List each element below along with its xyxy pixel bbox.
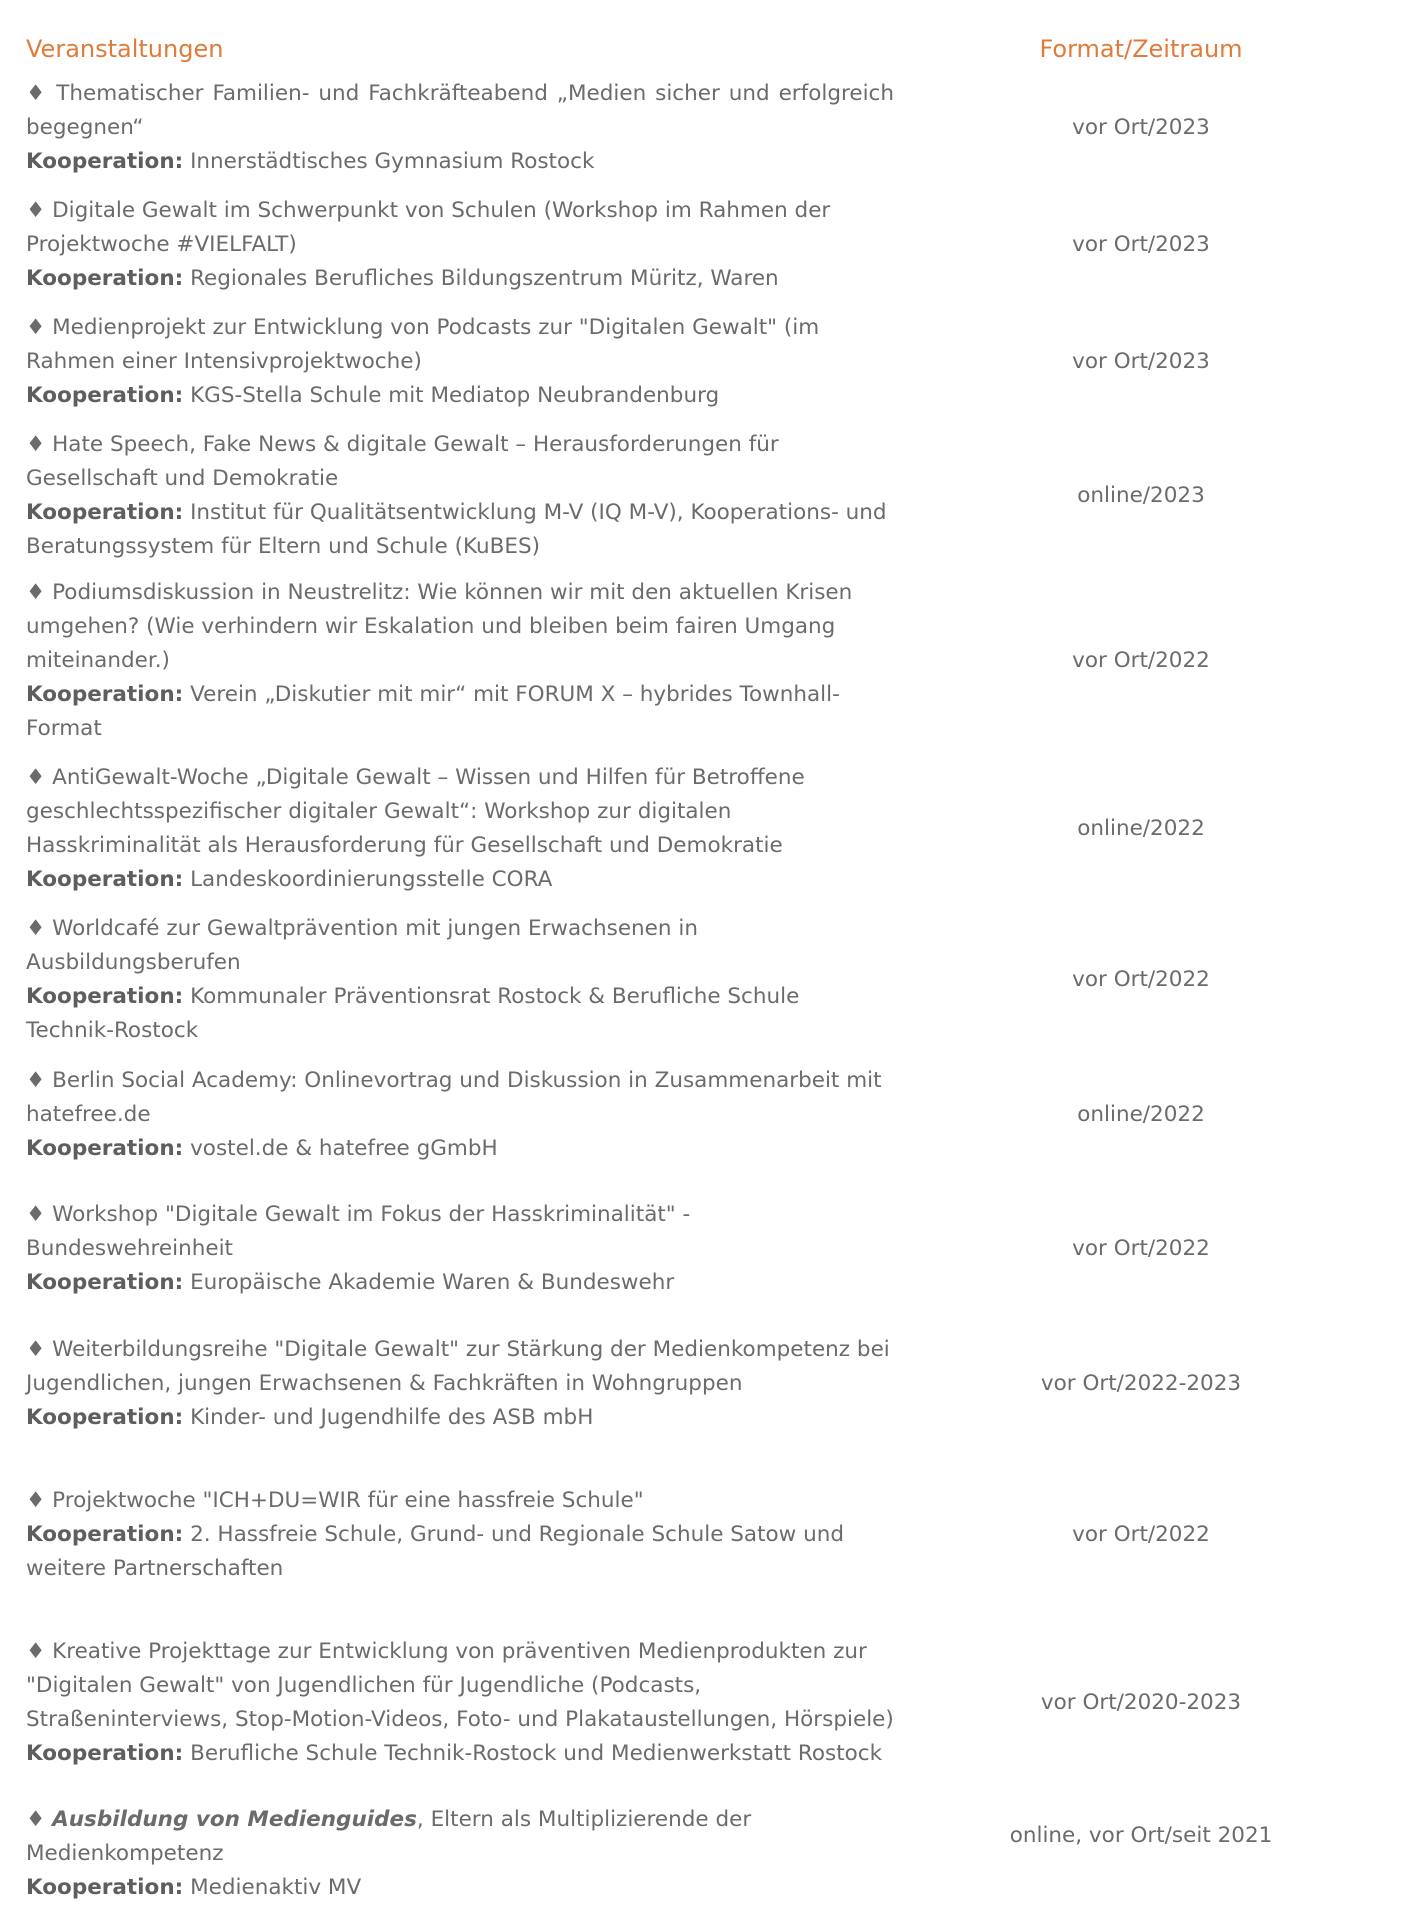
cooperation-line [26, 379, 894, 413]
format-cell: vor Ort/2022 [1072, 647, 1210, 673]
format-cell: vor Ort/2022 [1072, 967, 1210, 992]
event-cell [26, 311, 894, 413]
cooperation-line [26, 863, 894, 897]
cooperation-partner: Europäische Akademie Waren & Bundeswehr [190, 1270, 675, 1295]
event-cell [26, 1803, 894, 1905]
cooperation-line [26, 1132, 894, 1166]
event-cell [26, 77, 894, 179]
cooperation-label: Kooperation: [26, 681, 184, 707]
event-description: ♦ Medienprojekt zur Entwicklung von Podcasts zur "Digitalen Gewalt" (im Rahmen einer Intensivprojektwoche) [26, 314, 820, 374]
format-cell: online/2022 [1077, 815, 1205, 841]
table-row [26, 427, 1388, 564]
header-format: Format/Zeitraum [1039, 35, 1243, 63]
format-cell: vor Ort/2022 [1072, 1236, 1210, 1261]
cooperation-partner: KGS-Stella Schule mit Mediatop Neubrandenburg [190, 382, 720, 408]
format-cell: online/2022 [1077, 1101, 1205, 1127]
cooperation-partner: Kommunaler Präventionsrat Rostock & Berufliche Schule Technik-Rostock [26, 984, 800, 1043]
event-cell [26, 1064, 894, 1166]
event-description [26, 1803, 894, 1871]
table-row [26, 579, 1388, 741]
cooperation-partner: Medienaktiv MV [190, 1875, 362, 1900]
cooperation-line [26, 678, 894, 746]
table-row [26, 1332, 1388, 1435]
table-row [26, 1202, 1388, 1295]
event-cell [26, 576, 894, 746]
event-cell [26, 1635, 894, 1771]
table-row [26, 76, 1388, 179]
format-cell: vor Ort/2023 [1072, 114, 1210, 140]
table-row [26, 916, 1388, 1043]
event-description: ♦ Weiterbildungsreihe "Digitale Gewalt" zur Stärkung der Medienkompetenz bei Jugendlichen, jungen Erwachsenen & Fachkräften in Wohngruppen [26, 1336, 890, 1396]
cooperation-label: Kooperation: [26, 984, 184, 1009]
table-row [26, 1807, 1388, 1900]
cooperation-label: Kooperation: [26, 1740, 184, 1766]
event-cell [26, 1198, 894, 1300]
event-cell [26, 1333, 894, 1435]
cooperation-label: Kooperation: [26, 148, 184, 174]
cooperation-partner: Berufliche Schule Technik-Rostock und Medienwerkstatt Rostock [190, 1740, 883, 1766]
format-cell: online/2023 [1077, 482, 1205, 508]
format-cell: vor Ort/2022 [1072, 1521, 1210, 1547]
table-row [26, 1483, 1388, 1586]
event-cell [26, 1484, 894, 1586]
event-description: ♦ Kreative Projekttage zur Entwicklung von präventiven Medienprodukten zur "Digitalen Gewalt" von Jugendlichen für Jugendliche (Podcasts, Straßeninterviews, Stop-Motion-Videos, Foto- und Plakataustellungen, Hörspiele) [26, 1638, 894, 1732]
description-suffix: , Eltern als Multiplizierende der Medienkompetenz [26, 1807, 752, 1866]
format-cell: online, vor Ort/seit 2021 [1009, 1823, 1273, 1848]
event-cell [26, 428, 894, 564]
cooperation-label: Kooperation: [26, 499, 184, 525]
cooperation-partner: Landeskoordinierungsstelle CORA [190, 866, 553, 892]
cooperation-line [26, 1266, 894, 1300]
event-description: ♦ AntiGewalt-Woche „Digitale Gewalt – Wissen und Hilfen für Betroffene geschlechtsspezifischer digitaler Gewalt“: Workshop zur digitalen Hasskriminalität als Herausforderung für Gesellschaft und Demokratie [26, 764, 805, 858]
cooperation-label: Kooperation: [26, 1875, 184, 1900]
cooperation-label: Kooperation: [26, 265, 184, 291]
cooperation-label: Kooperation: [26, 1404, 184, 1430]
event-description: ♦ Thematischer Familien- und Fachkräfteabend „Medien sicher und erfolgreich begegnen“ [26, 80, 894, 140]
event-description: ♦ Workshop "Digitale Gewalt im Fokus der Hasskriminalität" - Bundeswehreinheit [26, 1202, 691, 1261]
format-cell: vor Ort/2023 [1072, 348, 1210, 374]
format-cell: vor Ort/2022-2023 [1040, 1370, 1242, 1396]
description-prefix: ♦ [26, 1807, 53, 1832]
table-row [26, 1063, 1388, 1166]
cooperation-partner: Kinder- und Jugendhilfe des ASB mbH [190, 1404, 594, 1430]
table-row [26, 1634, 1388, 1771]
format-cell: vor Ort/2020-2023 [1040, 1689, 1242, 1715]
format-cell: vor Ort/2023 [1072, 231, 1210, 257]
cooperation-label: Kooperation: [26, 1135, 184, 1161]
cooperation-partner: Regionales Berufliches Bildungszentrum Müritz, Waren [190, 265, 779, 291]
event-description: ♦ Worldcafé zur Gewaltprävention mit jungen Erwachsenen in Ausbildungsberufen [26, 916, 698, 975]
event-description: ♦ Digitale Gewalt im Schwerpunkt von Schulen (Workshop im Rahmen der Projektwoche #VIELFALT) [26, 197, 831, 257]
description-emphasis: Ausbildung von Medienguides [52, 1807, 417, 1832]
event-description: ♦ Berlin Social Academy: Onlinevortrag und Diskussion in Zusammenarbeit mit hatefree.de [26, 1067, 882, 1127]
cooperation-label: Kooperation: [26, 1270, 184, 1295]
cooperation-partner: Institut für Qualitätsentwicklung M-V (IQ M-V), Kooperations- und Beratungssystem für Eltern und Schule (KuBES) [26, 499, 887, 559]
cooperation-line [26, 1737, 894, 1771]
event-description: ♦ Hate Speech, Fake News & digitale Gewalt – Herausforderungen für Gesellschaft und Demokratie [26, 431, 779, 491]
cooperation-line [26, 980, 894, 1048]
cooperation-partner: 2. Hassfreie Schule, Grund- und Regionale Schule Satow und weitere Partnerschaften [26, 1521, 844, 1581]
cooperation-line [26, 1518, 894, 1586]
event-cell [26, 194, 894, 296]
table-header [26, 26, 1388, 72]
cooperation-line [26, 1871, 894, 1905]
cooperation-label: Kooperation: [26, 1521, 184, 1547]
header-events: Veranstaltungen [26, 35, 224, 63]
event-cell [26, 912, 894, 1048]
table-row [26, 193, 1388, 296]
cooperation-line [26, 1401, 894, 1435]
table-row [26, 760, 1388, 897]
table-row [26, 310, 1388, 413]
cooperation-partner: Innerstädtisches Gymnasium Rostock [190, 148, 595, 174]
cooperation-line [26, 145, 894, 179]
cooperation-label: Kooperation: [26, 866, 184, 892]
cooperation-partner: Verein „Diskutier mit mir“ mit FORUM X – hybrides Townhall-Format [26, 681, 840, 741]
cooperation-partner: vostel.de & hatefree gGmbH [190, 1135, 498, 1161]
cooperation-label: Kooperation: [26, 382, 184, 408]
cooperation-line [26, 496, 894, 564]
cooperation-line [26, 262, 894, 296]
event-cell [26, 761, 894, 897]
events-table [26, 26, 1388, 1900]
event-description: ♦ Projektwoche "ICH+DU=WIR für eine hassfreie Schule" [26, 1487, 644, 1513]
event-description: ♦ Podiumsdiskussion in Neustrelitz: Wie können wir mit den aktuellen Krisen umgehen? (Wie verhindern wir Eskalation und bleiben beim fairen Umgang miteinander.) [26, 579, 853, 673]
